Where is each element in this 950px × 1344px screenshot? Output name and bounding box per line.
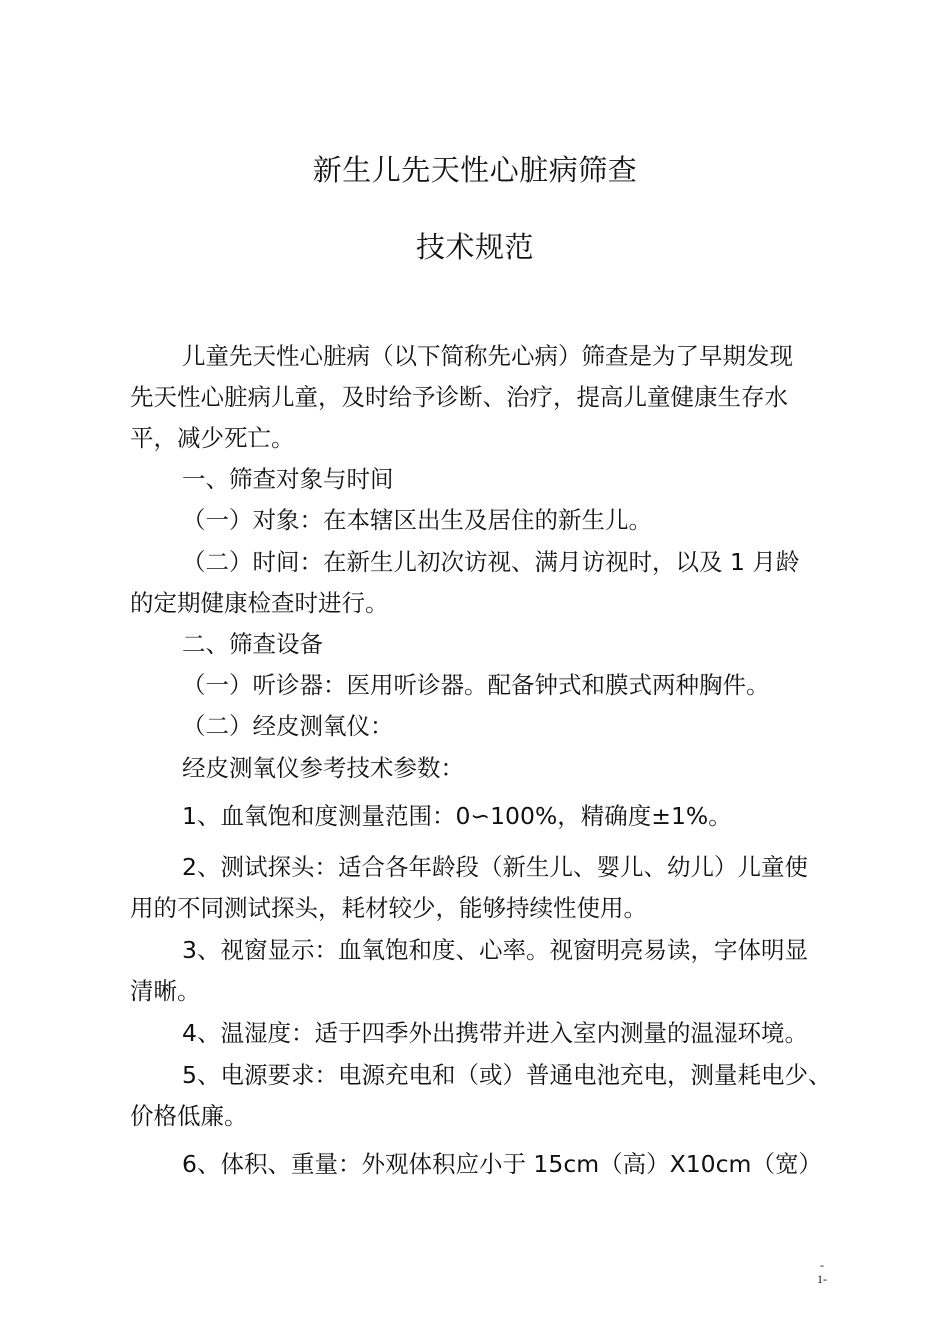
section1-item-2-line-2: 的定期健康检查时进行。 (130, 589, 389, 617)
section-heading-2: 二、筛查设备 (182, 630, 323, 658)
intro-line-3: 平，减少死亡。 (130, 424, 295, 452)
intro-line-2: 先天性心脏病儿童，及时给予诊断、治疗，提高儿童健康生存水 (130, 383, 788, 411)
page-number-value: 1- (817, 1272, 827, 1286)
param-5-line-1: 5、电源要求：电源充电和（或）普通电池充电，测量耗电少、 (182, 1061, 832, 1089)
param-2-line-2: 用的不同测试探头，耗材较少，能够持续性使用。 (130, 894, 647, 922)
param-6: 6、体积、重量：外观体积应小于 15cm（高）X10cm（宽） (182, 1150, 822, 1178)
section1-item-1: （一）对象：在本辖区出生及居住的新生儿。 (182, 506, 652, 534)
params-intro: 经皮测氧仪参考技术参数： (182, 754, 464, 782)
param-2-line-1: 2、测试探头：适合各年龄段（新生儿、婴儿、幼儿）儿童使 (182, 853, 808, 881)
document-title: 新生儿先天性心脏病筛查 (312, 153, 638, 187)
param-3-line-2: 清晰。 (130, 977, 201, 1005)
param-5-line-2: 价格低廉。 (130, 1102, 248, 1130)
page-number (812, 1258, 832, 1286)
section1-item-2-line-1: （二）时间：在新生儿初次访视、满月访视时，以及 1 月龄 (182, 548, 800, 576)
intro-line-1: 儿童先天性心脏病（以下简称先心病）筛查是为了早期发现 (182, 342, 793, 370)
page-number-dash: - (820, 1258, 824, 1272)
param-1: 1、血氧饱和度测量范围：0∽100%，精确度±1%。 (182, 802, 732, 830)
section2-item-1: （一）听诊器：医用听诊器。配备钟式和膜式两种胸件。 (182, 671, 770, 699)
param-3-line-1: 3、视窗显示：血氧饱和度、心率。视窗明亮易读，字体明显 (182, 936, 808, 964)
section2-item-2: （二）经皮测氧仪： (182, 712, 394, 740)
param-4: 4、温湿度：适于四季外出携带并进入室内测量的温湿环境。 (182, 1019, 808, 1047)
document-subtitle: 技术规范 (415, 230, 534, 264)
section-heading-1: 一、筛查对象与时间 (182, 465, 394, 493)
